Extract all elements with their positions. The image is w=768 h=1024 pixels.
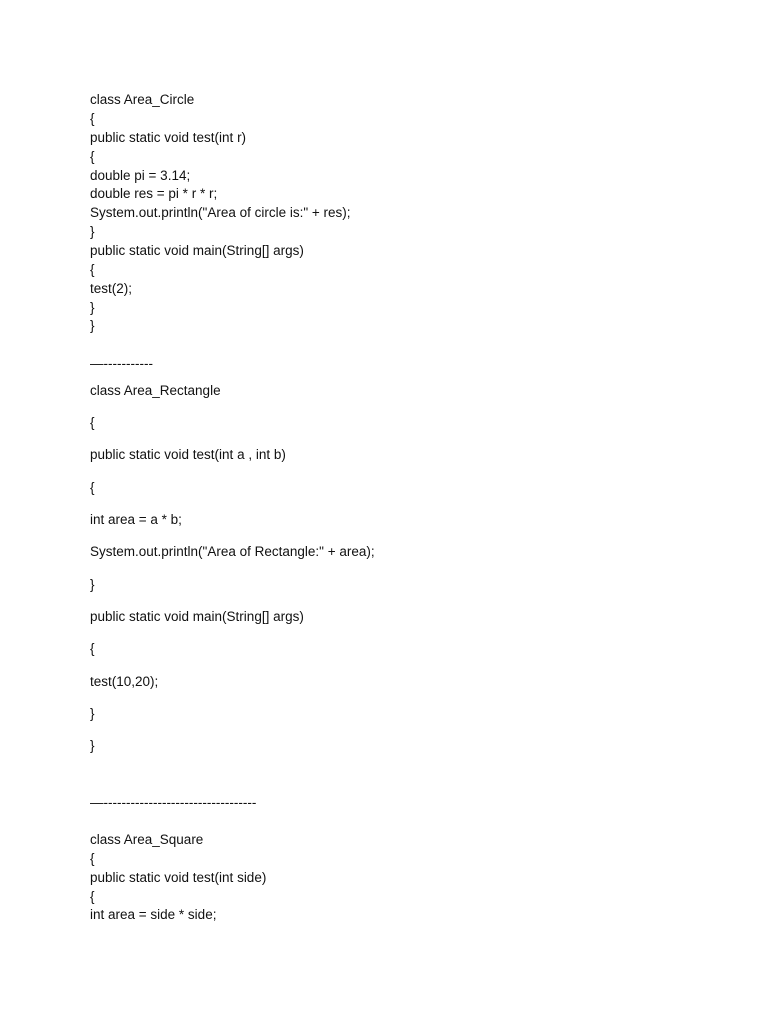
code-line: {: [90, 641, 95, 656]
code-line: public static void test(int side): [90, 870, 267, 885]
code-line: }: [90, 300, 95, 315]
code-line: class Area_Square: [90, 832, 204, 847]
code-line: {: [90, 415, 95, 430]
code-line: public static void main(String[] args): [90, 609, 304, 624]
separator-line: —----------------------------------: [90, 795, 257, 810]
code-line: {: [90, 889, 95, 904]
code-line: int area = side * side;: [90, 907, 217, 922]
separator-line: —-----------: [90, 356, 153, 371]
code-line: public static void test(int a , int b): [90, 447, 286, 462]
code-line: class Area_Circle: [90, 92, 195, 107]
code-line: {: [90, 149, 95, 164]
code-line: }: [90, 224, 95, 239]
code-line: {: [90, 851, 95, 866]
code-line: {: [90, 480, 95, 495]
code-line: test(10,20);: [90, 674, 159, 689]
code-line: class Area_Rectangle: [90, 383, 221, 398]
code-line: }: [90, 738, 95, 753]
code-line: public static void test(int r): [90, 130, 247, 145]
code-line: double res = pi * r * r;: [90, 186, 218, 201]
code-line: int area = a * b;: [90, 512, 182, 527]
code-line: {: [90, 111, 95, 126]
code-line: {: [90, 262, 95, 277]
code-line: }: [90, 706, 95, 721]
code-line: double pi = 3.14;: [90, 168, 191, 183]
code-line: }: [90, 318, 95, 333]
code-line: System.out.println("Area of Rectangle:" + area);: [90, 544, 375, 559]
code-line: public static void main(String[] args): [90, 243, 304, 258]
code-line: System.out.println("Area of circle is:" + res);: [90, 205, 351, 220]
code-line: test(2);: [90, 281, 133, 296]
code-line: }: [90, 577, 95, 592]
